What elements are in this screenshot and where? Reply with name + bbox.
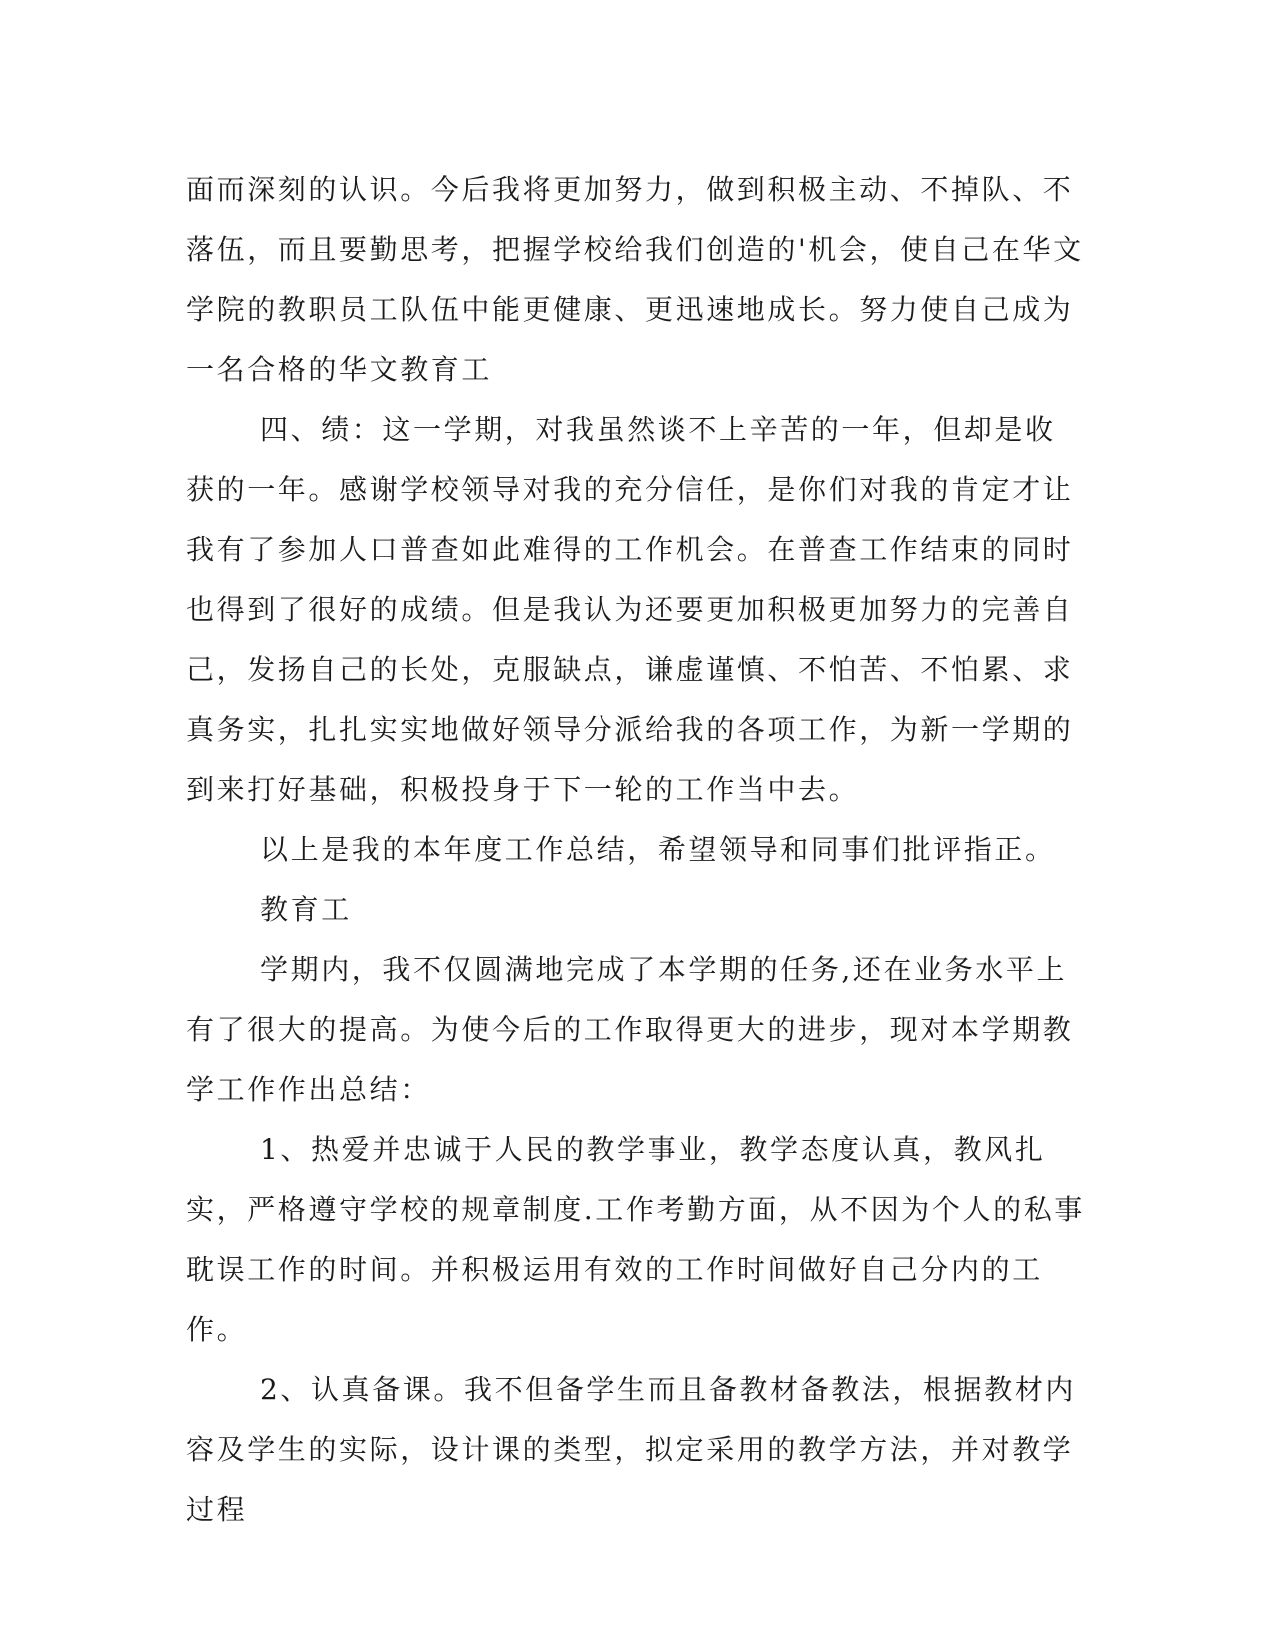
paragraph-1: 面而深刻的认识。今后我将更加努力，做到积极主动、不掉队、不落伍，而且要勤思考，把握学校给我们创造的'机会，使自己在华文学院的教职员工队伍中能更健康、更迅速地成长。努力使自己成为一名合格的华文教育工: [186, 173, 1084, 386]
document-body: [186, 160, 1086, 1540]
paragraph-5: 学期内，我不仅圆满地完成了本学期的任务,还在业务水平上有了很大的提高。为使今后的工作取得更大的进步，现对本学期教学工作作出总结：: [186, 953, 1074, 1106]
paragraph-7: 2、认真备课。我不但备学生而且备教材备教法，根据教材内容及学生的实际，设计课的类型，拟定采用的教学方法，并对教学过程: [186, 1373, 1077, 1526]
paragraph-2: 四、绩：这一学期，对我虽然谈不上辛苦的一年，但却是收获的一年。感谢学校领导对我的充分信任，是你们对我的肯定才让我有了参加人口普查如此难得的工作机会。在普查工作结束的同时也得到了很好的成绩。但是我认为还要更加积极更加努力的完善自己，发扬自己的长处，克服缺点，谦虚谨慎、不怕苦、不怕累、求真务实，扎扎实实地做好领导分派给我的各项工作，为新一学期的到来打好基础，积极投身于下一轮的工作当中去。: [186, 413, 1074, 806]
paragraph-6: 1、热爱并忠诚于人民的教学事业，教学态度认真，教风扎实，严格遵守学校的规章制度.工作考勤方面，从不因为个人的私事耽误工作的时间。并积极运用有效的工作时间做好自己分内的工作。: [186, 1133, 1085, 1346]
paragraph-4: 教育工: [260, 893, 352, 926]
paragraph-3: 以上是我的本年度工作总结，希望领导和同事们批评指正。: [260, 833, 1056, 866]
